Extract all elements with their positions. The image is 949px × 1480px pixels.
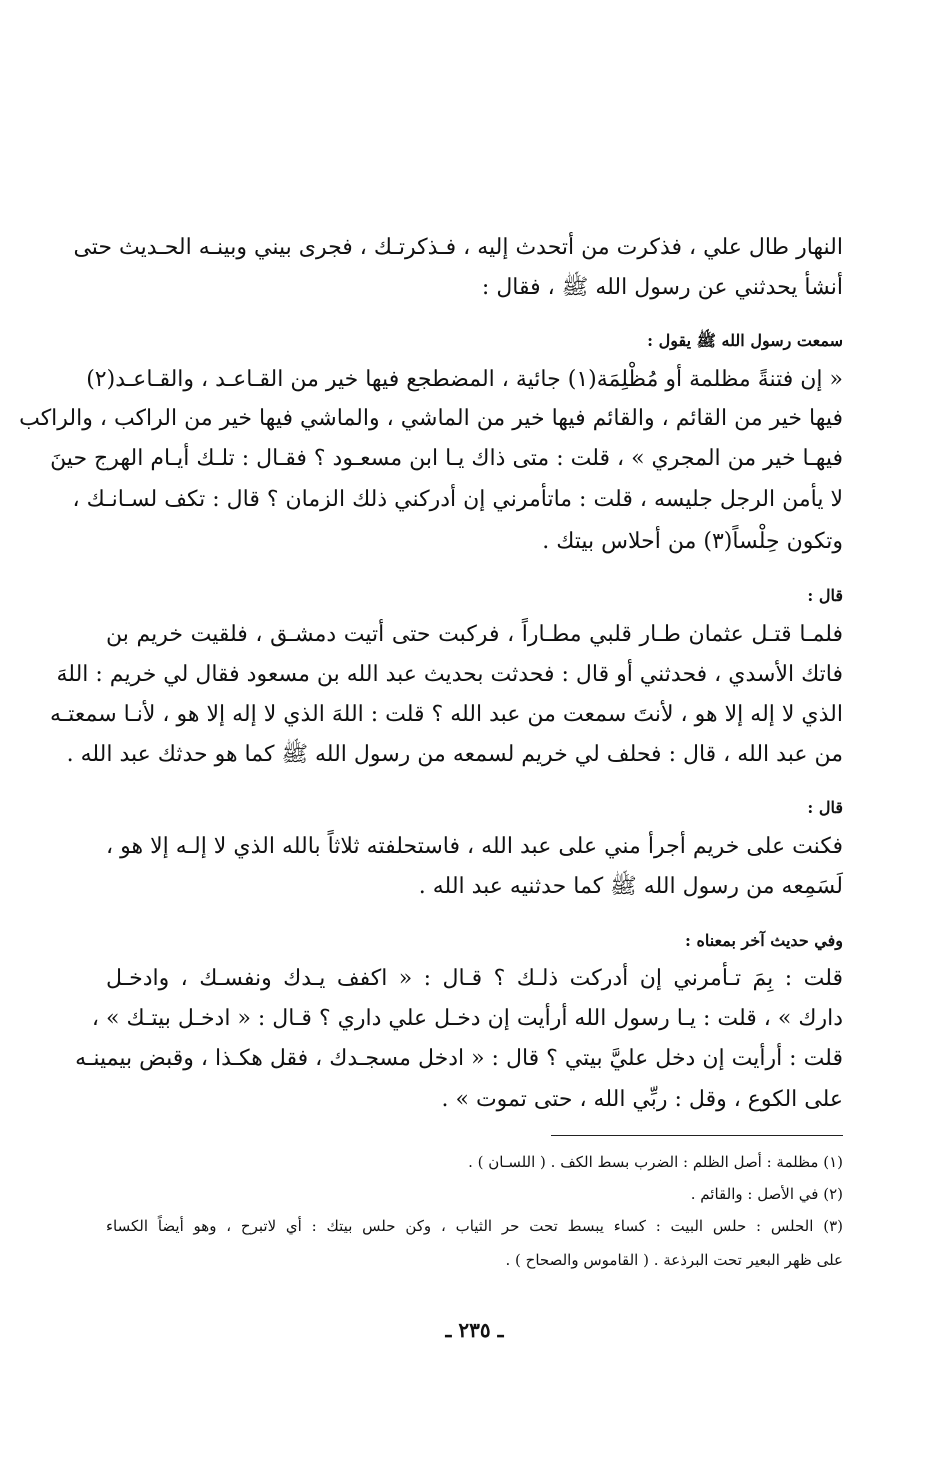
body-line: النهار طال علي ، فذكرت من أتحدث إليه ، فـذكرتـك ، فجرى بيني وبينـه الحـديث حتى (73, 235, 843, 260)
footnote: (٣) الحلس : حلس البيت : كساء يبسط تحت حر الثياب ، وكن حلس بيتك : أي لاتبرح ، وهو أيضاً الكساء (106, 1217, 843, 1235)
body-line: فاتك الأسدي ، فحدثني أو قال : فحدثت بحديث عبد الله بن مسعود فقال لي خريم : اللهَ (56, 662, 843, 687)
body-line: دارك » ، قلت : يـا رسول الله أرأيت إن دخـل علي داري ؟ قـال : « ادخـل بيتـك » ، (91, 1006, 843, 1031)
footnote-divider (551, 1135, 843, 1136)
body-line: وتكون حِلْساً(٣) من أحلاس بيتك . (542, 529, 843, 554)
footnote: (٢) في الأصل : والقائم . (690, 1185, 843, 1203)
body-line: فيها خير من القائم ، والقائم فيها خير من الماشي ، والماشي فيها خير من الراكب ، والراكب (19, 406, 843, 431)
section-heading: وفي حديث آخر بمعناه : (684, 931, 843, 950)
footnote: (١) مظلمة : أصل الظلم : الضرب بسط الكف . ( اللسـان ) . (468, 1153, 843, 1171)
body-line: من عبد الله ، قال : فحلف لي خريم لسمعه من رسول الله ﷺ كما هو حدثك عبد الله . (66, 742, 843, 767)
page-number: ـ ٢٣٥ ـ (445, 1318, 504, 1342)
body-line: على الكوع ، وقل : ربِّي الله ، حتى تموت » . (441, 1087, 843, 1112)
body-line: فيهـا خير من المجري » ، قلت : متى ذاك يـا ابن مسعـود ؟ فقـال : تلـك أيـام الهرج حينَ (50, 446, 843, 471)
body-line: قلت : أرأيت إن دخل عليَّ بيتي ؟ قال : « ادخل مسجـدك ، فقل هكـذا ، وقبض بيمينـه (75, 1046, 843, 1071)
body-line: قلت : بِمَ تـأمرني إن أدركت ذلـك ؟ قـال : « اكفف يـدك ونفسـك ، وادخـل (106, 966, 843, 991)
footnote: على ظهر البعير تحت البرذعة . ( القاموس والصحاح ) . (505, 1251, 843, 1269)
section-heading: قال : (807, 586, 843, 605)
section-heading: قال : (807, 798, 843, 817)
body-line: الذي لا إله إلا هو ، لأنتَ سمعت من عبد الله ؟ قلت : اللهَ الذي لا إله إلا هو ، لأنـا سمعتـه (49, 702, 843, 727)
body-line: لَسَمِعه من رسول الله ﷺ كما حدثنيه عبد الله . (418, 874, 843, 899)
body-line: أنشأ يحدثني عن رسول الله ﷺ ، فقال : (481, 275, 843, 300)
body-line: فكنت على خريم أجرأ مني على عبد الله ، فاستحلفته ثلاثاً بالله الذي لا إلـه إلا هو ، (106, 834, 843, 859)
body-line: لا يأمن الرجل جليسه ، قلت : ماتأمرني إن أدركني ذلك الزمان ؟ قال : تكف لسـانـك ، (72, 487, 843, 512)
section-heading: سمعت رسول الله ﷺ يقول : (647, 331, 843, 350)
body-line: « إن فتنةً مظلمة أو مُظْلِمَة(١) جائية ، المضطجع فيها خير من القـاعـد ، والقـاعـد(٢) (86, 367, 843, 392)
body-line: فلمـا قتـل عثمان طـار قلبي مطـاراً ، فركبت حتى أتيت دمشـق ، فلقيت خريم بن (106, 622, 843, 647)
